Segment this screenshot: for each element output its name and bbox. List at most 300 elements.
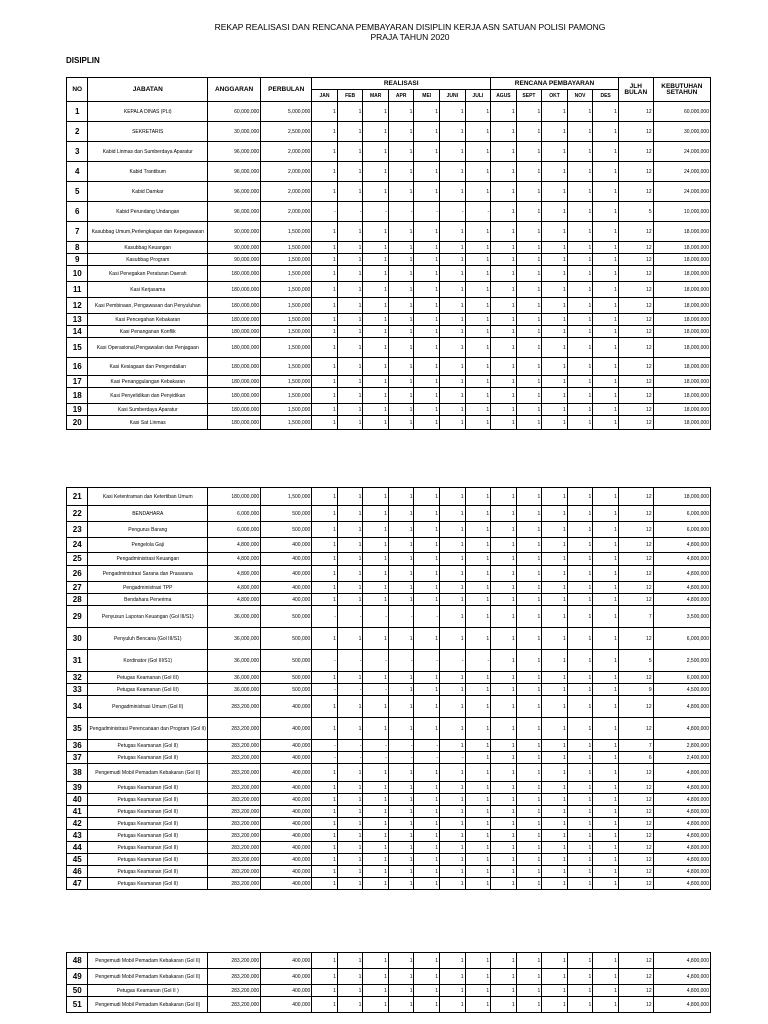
row-month-value: 1 [593, 997, 619, 1013]
row-month-value: 1 [312, 582, 338, 594]
row-month-value: 1 [593, 806, 619, 818]
row-month-value: 1 [312, 718, 338, 740]
row-month-value: 1 [337, 488, 363, 506]
row-month-value: 1 [516, 718, 542, 740]
row-month-value: 1 [337, 878, 363, 890]
row-month-value: 1 [516, 582, 542, 594]
row-month-value: 1 [542, 122, 568, 142]
row-month-value: 1 [516, 416, 542, 430]
row-month-value: 1 [542, 764, 568, 782]
row-month-value: 1 [491, 182, 517, 202]
row-month-value: 1 [542, 282, 568, 298]
row-month-value: 1 [542, 376, 568, 388]
row-jlh-bulan: 12 [618, 582, 653, 594]
row-jlh-bulan: 12 [618, 553, 653, 566]
row-jlh-bulan: 12 [618, 404, 653, 416]
row-month-value: 1 [593, 266, 619, 282]
row-number: 24 [67, 538, 88, 553]
row-month-value: 1 [491, 242, 517, 254]
row-month-value: 1 [337, 358, 363, 376]
row-month-value: 1 [567, 282, 593, 298]
row-kebutuhan: 18,000,000 [653, 388, 710, 404]
row-month-value: 1 [414, 122, 440, 142]
row-jlh-bulan: 12 [618, 388, 653, 404]
row-perbulan: 1,500,000 [261, 338, 312, 358]
row-month-value: 1 [516, 538, 542, 553]
row-month-value: 1 [440, 628, 466, 650]
header-month-juli: JULI [465, 90, 491, 102]
row-month-value: 1 [593, 854, 619, 866]
row-number: 12 [67, 298, 88, 314]
row-month-value: 1 [363, 854, 389, 866]
row-month-value: 1 [337, 298, 363, 314]
table-row [67, 282, 711, 298]
row-month-value: 1 [312, 818, 338, 830]
row-month-value: 1 [414, 830, 440, 842]
row-month-value: 1 [516, 376, 542, 388]
row-month-value: 1 [465, 566, 491, 582]
row-month-value: 1 [465, 628, 491, 650]
row-month-value: 1 [337, 672, 363, 684]
row-month-value: 1 [337, 142, 363, 162]
row-month-value: 1 [312, 376, 338, 388]
row-month-value: 1 [388, 794, 414, 806]
row-number: 28 [67, 594, 88, 606]
row-jabatan: Pengadministrasi Keuangan [88, 553, 208, 566]
row-month-value: 1 [567, 806, 593, 818]
row-kebutuhan: 18,000,000 [653, 254, 710, 266]
row-month-value: 1 [542, 606, 568, 628]
row-month-value: 1 [567, 764, 593, 782]
row-month-value: 1 [491, 985, 517, 997]
row-month-value: 1 [388, 538, 414, 553]
table-row [67, 376, 711, 388]
row-month-value: 1 [440, 764, 466, 782]
row-kebutuhan: 24,000,000 [653, 142, 710, 162]
row-anggaran: 180,000,000 [208, 488, 261, 506]
row-jlh-bulan: 7 [618, 606, 653, 628]
row-month-value: 1 [414, 102, 440, 122]
row-month-value: - [440, 650, 466, 672]
row-perbulan: 500,000 [261, 684, 312, 696]
row-perbulan: 2,000,000 [261, 182, 312, 202]
row-month-value: 1 [312, 854, 338, 866]
row-month-value: 1 [491, 628, 517, 650]
row-anggaran: 283,200,000 [208, 696, 261, 718]
row-month-value: 1 [465, 102, 491, 122]
row-perbulan: 1,500,000 [261, 266, 312, 282]
row-month-value: 1 [337, 854, 363, 866]
row-jabatan: Petugas Keamanan (Gol II) [88, 806, 208, 818]
row-number: 10 [67, 266, 88, 282]
row-month-value: 1 [440, 842, 466, 854]
row-month-value: 1 [465, 222, 491, 242]
row-perbulan: 1,500,000 [261, 254, 312, 266]
row-month-value: 1 [312, 358, 338, 376]
table-row [67, 969, 711, 985]
row-perbulan: 2,000,000 [261, 142, 312, 162]
table-row [67, 538, 711, 553]
row-number: 34 [67, 696, 88, 718]
row-jabatan: Pengadministrasi Umum (Gol II) [88, 696, 208, 718]
row-month-value: 1 [312, 522, 338, 538]
row-anggaran: 180,000,000 [208, 314, 261, 326]
row-month-value: 1 [491, 266, 517, 282]
table-row [67, 102, 711, 122]
table-row [67, 326, 711, 338]
row-month-value: 1 [465, 866, 491, 878]
row-month-value: 1 [516, 266, 542, 282]
row-month-value: 1 [542, 866, 568, 878]
row-month-value: 1 [491, 718, 517, 740]
row-number: 51 [67, 997, 88, 1013]
row-month-value: 1 [465, 242, 491, 254]
row-month-value: 1 [491, 416, 517, 430]
row-month-value: 1 [567, 740, 593, 752]
row-anggaran: 283,200,000 [208, 718, 261, 740]
row-jlh-bulan: 12 [618, 854, 653, 866]
row-month-value: 1 [593, 388, 619, 404]
table-row [67, 404, 711, 416]
row-anggaran: 283,200,000 [208, 830, 261, 842]
row-month-value: 1 [593, 326, 619, 338]
row-month-value: 1 [542, 338, 568, 358]
document-title: REKAP REALISASI DAN RENCANA PEMBAYARAN DISIPLIN KERJA ASN SATUAN POLISI PAMONG PRAJA TAHUN 2020 [214, 22, 606, 42]
row-kebutuhan: 2,400,000 [653, 752, 710, 764]
table-row [67, 202, 711, 222]
row-kebutuhan: 4,800,000 [653, 594, 710, 606]
row-month-value: 1 [388, 684, 414, 696]
row-month-value: 1 [542, 794, 568, 806]
row-month-value: 1 [465, 298, 491, 314]
row-month-value: 1 [516, 298, 542, 314]
row-number: 22 [67, 506, 88, 522]
row-month-value: 1 [491, 376, 517, 388]
row-month-value: 1 [465, 684, 491, 696]
table-row [67, 782, 711, 794]
row-number: 20 [67, 416, 88, 430]
table-row [67, 416, 711, 430]
row-jabatan: Kasi Kesiagaan dan Pengendalian [88, 358, 208, 376]
row-month-value: 1 [567, 997, 593, 1013]
row-month-value: 1 [567, 672, 593, 684]
row-month-value: 1 [593, 358, 619, 376]
row-jlh-bulan: 12 [618, 866, 653, 878]
row-month-value: 1 [414, 298, 440, 314]
row-jabatan: Petugas Keamanan (Gol II) [88, 866, 208, 878]
row-kebutuhan: 18,000,000 [653, 416, 710, 430]
row-month-value: 1 [465, 182, 491, 202]
row-jabatan: Petugas Keamanan (Gol II) [88, 794, 208, 806]
row-jabatan: SEKRETARIS [88, 122, 208, 142]
row-anggaran: 283,200,000 [208, 764, 261, 782]
row-perbulan: 400,000 [261, 830, 312, 842]
row-month-value: 1 [491, 358, 517, 376]
row-month-value: 1 [567, 854, 593, 866]
row-month-value: 1 [388, 282, 414, 298]
row-month-value: 1 [363, 696, 389, 718]
row-month-value: 1 [440, 830, 466, 842]
row-month-value: 1 [593, 696, 619, 718]
row-month-value: 1 [593, 718, 619, 740]
table-row [67, 266, 711, 282]
row-jlh-bulan: 12 [618, 794, 653, 806]
row-month-value: 1 [440, 314, 466, 326]
row-month-value: 1 [414, 854, 440, 866]
row-month-value: - [414, 606, 440, 628]
row-month-value: 1 [363, 878, 389, 890]
row-kebutuhan: 4,500,000 [653, 684, 710, 696]
row-month-value: 1 [465, 282, 491, 298]
row-month-value: 1 [516, 752, 542, 764]
row-month-value: 1 [542, 202, 568, 222]
row-month-value: 1 [414, 326, 440, 338]
row-jlh-bulan: 12 [618, 878, 653, 890]
row-month-value: 1 [388, 266, 414, 282]
row-month-value: 1 [516, 522, 542, 538]
row-jabatan: Kasi Sumberdaya Aparatur [88, 404, 208, 416]
row-jabatan: Kordinator (Gol III/S1) [88, 650, 208, 672]
row-month-value: 1 [337, 985, 363, 997]
row-perbulan: 500,000 [261, 650, 312, 672]
row-month-value: 1 [465, 582, 491, 594]
row-month-value: 1 [491, 794, 517, 806]
table-row [67, 866, 711, 878]
row-perbulan: 400,000 [261, 818, 312, 830]
row-kebutuhan: 4,800,000 [653, 538, 710, 553]
row-month-value: 1 [593, 650, 619, 672]
row-month-value: 1 [491, 969, 517, 985]
row-number: 39 [67, 782, 88, 794]
row-month-value: 1 [567, 969, 593, 985]
row-month-value: 1 [414, 142, 440, 162]
row-jabatan: Kasi Operasional,Pengawalan dan Penjagaan [88, 338, 208, 358]
row-month-value: 1 [388, 314, 414, 326]
row-month-value: 1 [337, 969, 363, 985]
row-month-value: 1 [363, 985, 389, 997]
row-month-value: 1 [465, 358, 491, 376]
row-month-value: 1 [440, 794, 466, 806]
row-month-value: 1 [440, 566, 466, 582]
row-month-value: 1 [491, 338, 517, 358]
row-month-value: 1 [440, 538, 466, 553]
row-month-value: 1 [465, 594, 491, 606]
row-month-value: 1 [337, 522, 363, 538]
row-number: 15 [67, 338, 88, 358]
row-jabatan: Kasi Penegakan Peraturan Daerah [88, 266, 208, 282]
row-jabatan: Petugas Keamanan (Gol III) [88, 672, 208, 684]
row-anggaran: 283,200,000 [208, 854, 261, 866]
row-month-value: - [465, 202, 491, 222]
row-month-value: 1 [440, 969, 466, 985]
row-month-value: 1 [440, 326, 466, 338]
row-perbulan: 400,000 [261, 752, 312, 764]
row-month-value: 1 [465, 740, 491, 752]
table-row [67, 878, 711, 890]
row-perbulan: 500,000 [261, 522, 312, 538]
row-month-value: 1 [542, 650, 568, 672]
row-month-value: 1 [491, 818, 517, 830]
row-jlh-bulan: 12 [618, 122, 653, 142]
row-month-value: 1 [567, 222, 593, 242]
row-month-value: 1 [542, 628, 568, 650]
row-month-value: 1 [388, 628, 414, 650]
row-jabatan: Kasubbag Program [88, 254, 208, 266]
row-month-value: 1 [465, 254, 491, 266]
row-month-value: 1 [542, 806, 568, 818]
row-anggaran: 30,000,000 [208, 122, 261, 142]
row-perbulan: 400,000 [261, 538, 312, 553]
row-month-value: 1 [440, 358, 466, 376]
row-month-value: - [363, 202, 389, 222]
table-part-2 [66, 487, 711, 890]
row-anggaran: 283,200,000 [208, 752, 261, 764]
row-month-value: 1 [516, 696, 542, 718]
row-month-value: 1 [593, 314, 619, 326]
row-kebutuhan: 24,000,000 [653, 162, 710, 182]
row-month-value: 1 [312, 696, 338, 718]
row-month-value: 1 [414, 782, 440, 794]
row-jlh-bulan: 12 [618, 806, 653, 818]
row-jabatan: Kasi Pencegahan Kebakaran [88, 314, 208, 326]
row-month-value: 1 [337, 764, 363, 782]
row-month-value: 1 [388, 806, 414, 818]
row-month-value: 1 [363, 376, 389, 388]
row-perbulan: 400,000 [261, 764, 312, 782]
row-month-value: 1 [363, 842, 389, 854]
row-month-value: 1 [567, 650, 593, 672]
row-month-value: 1 [388, 878, 414, 890]
row-month-value: 1 [465, 818, 491, 830]
row-month-value: 1 [593, 566, 619, 582]
row-month-value: 1 [542, 594, 568, 606]
row-month-value: 1 [363, 182, 389, 202]
row-anggaran: 283,200,000 [208, 953, 261, 969]
row-anggaran: 4,800,000 [208, 594, 261, 606]
row-month-value: - [312, 740, 338, 752]
row-kebutuhan: 4,800,000 [653, 866, 710, 878]
row-month-value: 1 [491, 582, 517, 594]
row-month-value: 1 [414, 358, 440, 376]
row-month-value: 1 [567, 416, 593, 430]
row-month-value: 1 [440, 594, 466, 606]
row-month-value: 1 [414, 566, 440, 582]
row-month-value: - [388, 650, 414, 672]
row-month-value: 1 [337, 997, 363, 1013]
row-month-value: 1 [542, 782, 568, 794]
row-month-value: 1 [388, 142, 414, 162]
row-month-value: 1 [491, 878, 517, 890]
row-jabatan: Kasi Penyelidikan dan Penyidikan [88, 388, 208, 404]
row-month-value: 1 [542, 162, 568, 182]
row-month-value: 1 [414, 338, 440, 358]
row-month-value: 1 [363, 404, 389, 416]
row-anggaran: 90,000,000 [208, 222, 261, 242]
row-anggaran: 180,000,000 [208, 326, 261, 338]
row-month-value: 1 [542, 854, 568, 866]
row-month-value: 1 [567, 866, 593, 878]
row-jabatan: Pengemudi Mobil Pemadam Kebakaran (Gol II) [88, 953, 208, 969]
row-month-value: 1 [312, 338, 338, 358]
row-month-value: 1 [337, 806, 363, 818]
row-month-value: 1 [388, 764, 414, 782]
row-month-value: 1 [312, 242, 338, 254]
row-month-value: 1 [363, 794, 389, 806]
row-month-value: 1 [491, 202, 517, 222]
row-month-value: 1 [414, 582, 440, 594]
row-month-value: 1 [491, 326, 517, 338]
table-row [67, 628, 711, 650]
row-month-value: 1 [593, 830, 619, 842]
row-jlh-bulan: 12 [618, 182, 653, 202]
row-month-value: 1 [363, 818, 389, 830]
row-perbulan: 1,500,000 [261, 358, 312, 376]
row-month-value: 1 [567, 696, 593, 718]
table-row [67, 358, 711, 376]
row-month-value: - [312, 606, 338, 628]
header-month-juni: JUNI [440, 90, 466, 102]
row-month-value: 1 [542, 553, 568, 566]
row-month-value: 1 [567, 326, 593, 338]
row-month-value: 1 [388, 416, 414, 430]
row-month-value: 1 [337, 718, 363, 740]
row-month-value: 1 [542, 416, 568, 430]
row-month-value: 1 [312, 866, 338, 878]
row-number: 45 [67, 854, 88, 866]
row-month-value: 1 [593, 404, 619, 416]
row-number: 25 [67, 553, 88, 566]
row-month-value: 1 [440, 142, 466, 162]
row-kebutuhan: 4,800,000 [653, 782, 710, 794]
row-month-value: 1 [491, 282, 517, 298]
row-jabatan: Petugas Keamanan (Gol II) [88, 878, 208, 890]
row-kebutuhan: 4,800,000 [653, 997, 710, 1013]
table-row [67, 606, 711, 628]
row-month-value: 1 [593, 282, 619, 298]
row-month-value: 1 [593, 182, 619, 202]
row-anggaran: 180,000,000 [208, 298, 261, 314]
row-perbulan: 400,000 [261, 842, 312, 854]
row-month-value: 1 [567, 266, 593, 282]
row-month-value: 1 [388, 358, 414, 376]
row-month-value: 1 [363, 102, 389, 122]
row-month-value: 1 [567, 818, 593, 830]
row-month-value: 1 [567, 830, 593, 842]
row-perbulan: 400,000 [261, 997, 312, 1013]
row-month-value: 1 [542, 522, 568, 538]
row-month-value: 1 [465, 553, 491, 566]
row-month-value: 1 [542, 718, 568, 740]
row-month-value: 1 [312, 404, 338, 416]
row-month-value: 1 [363, 764, 389, 782]
row-month-value: 1 [593, 254, 619, 266]
table-row [67, 522, 711, 538]
row-month-value: 1 [363, 553, 389, 566]
row-jlh-bulan: 12 [618, 314, 653, 326]
row-month-value: 1 [440, 388, 466, 404]
row-month-value: 1 [388, 842, 414, 854]
row-perbulan: 400,000 [261, 740, 312, 752]
row-jabatan: Pengadministrasi Sarana dan Prasarana [88, 566, 208, 582]
row-month-value: 1 [542, 404, 568, 416]
row-number: 21 [67, 488, 88, 506]
row-month-value: 1 [388, 102, 414, 122]
row-kebutuhan: 18,000,000 [653, 326, 710, 338]
row-perbulan: 400,000 [261, 718, 312, 740]
row-kebutuhan: 4,800,000 [653, 794, 710, 806]
row-month-value: 1 [414, 404, 440, 416]
row-perbulan: 400,000 [261, 953, 312, 969]
